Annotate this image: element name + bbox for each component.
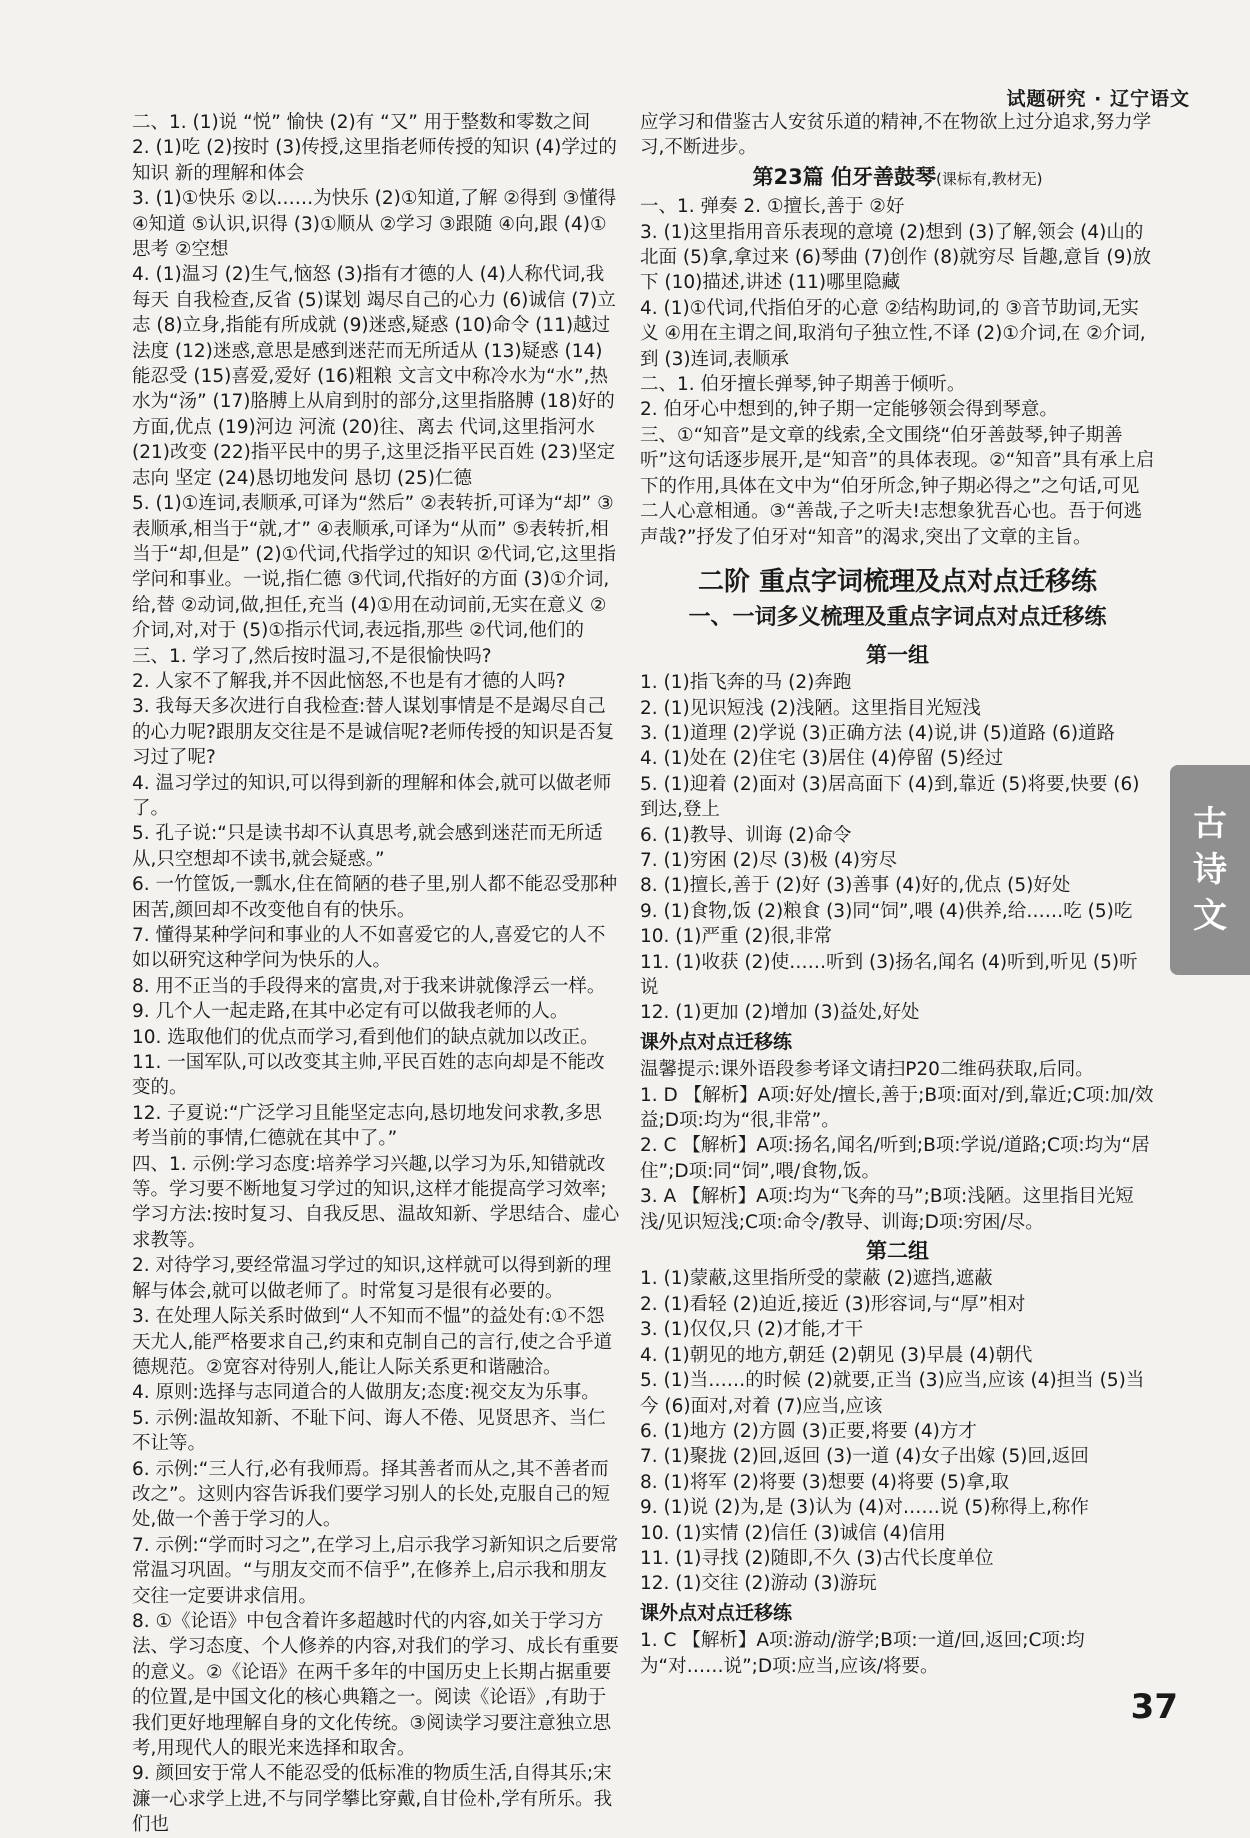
answer-item: 11. (1)收获 (2)使……听到 (3)扬名,闻名 (4)听到,听见 (5)听说 xyxy=(640,951,1138,998)
answer-item: 二、1. 伯牙擅长弹琴,钟子期善于倾听。 xyxy=(640,374,966,396)
answer-item: 8. (1)擅长,善于 (2)好 (3)善事 (4)好的,优点 (5)好处 xyxy=(640,875,1071,897)
answer-item: 应学习和借鉴古人安贫乐道的精神,不在物欲上过分追求,努力学习,不断进步。 xyxy=(640,112,1152,159)
answer-item: 3. (1)仅仅,只 (2)才能,才干 xyxy=(640,1319,864,1341)
answer-item: 8. 用不正当的手段得来的富贵,对于我来讲就像浮云一样。 xyxy=(132,975,606,997)
answer-item: 3. (1)这里指用音乐表现的意境 (2)想到 (3)了解,领会 (4)山的北面 (5)拿,拿过来 (6)琴曲 (7)创作 (8)就穷尽 旨趣,意旨 (9)放下 (10)描述,讲述 (11)哪里隐藏 xyxy=(640,221,1152,294)
answer-item: 7. (1)穷困 (2)尽 (3)极 (4)穷尽 xyxy=(640,849,897,871)
chapter-title: 二阶 重点字词梳理及点对点迁移练 xyxy=(697,566,1098,597)
answer-item: 4. (1)处在 (2)住宅 (3)居住 (4)停留 (5)经过 xyxy=(640,748,1004,770)
answer-item: 6. (1)教导、训诲 (2)命令 xyxy=(640,824,852,846)
section-tab-char: 古 xyxy=(1193,804,1227,844)
answer-item: 9. 几个人一起走路,在其中必定有可以做我老师的人。 xyxy=(132,1001,569,1023)
answer-item: 2. 人家不了解我,并不因此恼怒,不也是有才德的人吗? xyxy=(132,670,566,692)
subsection-title: 课外点对点迁移练 xyxy=(640,1601,793,1624)
answer-item: 12. (1)交往 (2)游动 (3)游玩 xyxy=(640,1573,877,1595)
answer-item: 5. (1)迎着 (2)面对 (3)居高面下 (4)到,靠近 (5)将要,快要 (6)到达,登上 xyxy=(640,773,1140,821)
answer-item: 6. 示例:“三人行,必有我师焉。择其善者而从之,其不善者而改之”。这则内容告诉我们要学习别人的长处,克服自己的短处,做一个善于学习的人。 xyxy=(132,1458,610,1531)
answer-item: 3. 在处理人际关系时做到“人不知而不愠”的益处有:①不怨天尤人,能严格要求自己,约束和克制自己的言行,使之合乎道德规范。②宽容对待别人,能让人际关系更和谐融洽。 xyxy=(132,1306,613,1378)
answer-item: 四、1. 示例:学习态度:培养学习兴趣,以学习为乐,知错就改等。学习要不断地复习学过的知识,这样才能提高学习效率;学习方法:按时复习、自我反思、温故知新、学思结合、虚心求教等。 xyxy=(132,1153,620,1251)
answer-item: 3. (1)①快乐 ②以……为快乐 (2)①知道,了解 ②得到 ③懂得 ④知道 ⑤认识,识得 (3)①顺从 ②学习 ③跟随 ④向,跟 (4)①思考 ②空想 xyxy=(132,188,617,261)
answer-item: 10. (1)严重 (2)很,非常 xyxy=(640,926,832,948)
answer-item: 2. 伯牙心中想到的,钟子期一定能够领会得到琴意。 xyxy=(640,399,1058,421)
answer-item: 9. (1)说 (2)为,是 (3)认为 (4)对……说 (5)称得上,称作 xyxy=(640,1497,1089,1519)
section-tab-char: 文 xyxy=(1193,896,1227,936)
answer-item: 1. C 【解析】A项:游动/游学;B项:一道/回,返回;C项:均为“对……说”;D项:应当,应该/将要。 xyxy=(640,1630,1085,1677)
section-title xyxy=(640,643,1155,668)
answer-item: 3. 我每天多次进行自我检查:替人谋划事情是不是竭尽自己的心力呢?跟朋友交往是不是诚信呢?老师传授的知识是否复习过了呢? xyxy=(132,696,615,769)
answer-item: 12. (1)更加 (2)增加 (3)益处,好处 xyxy=(640,1002,920,1024)
answer-item: 4. 原则:选择与志同道合的人做朋友;态度:视交友为乐事。 xyxy=(132,1382,600,1404)
answer-item: 5. (1)①连词,表顺承,可译为“然后” ②表转折,可译为“却” ③表顺承,相当于“就,才” ④表顺承,可译为“从而” ⑤表转折,相当于“却,但是” (2)①代词,代指学过的知识 ②代词,它,这里指学问和事业。一说,指仁德 ③代词,代指好的方面 (3)①介词,给,替 ②动词,做,担任,充当 (4)①用在动词前,无实在意义 ②介词,对,对于 (5)①指示代词,表远指,那些 ②代词,他们的 xyxy=(132,493,616,642)
answer-item: 10. 选取他们的优点而学习,看到他们的缺点就加以改正。 xyxy=(132,1026,599,1048)
answer-item: 6. 一竹筐饭,一瓢水,住在简陋的巷子里,别人都不能忍受那种困苦,颜回却不改变他自有的快乐。 xyxy=(132,874,618,921)
answer-item: 4. (1)朝见的地方,朝廷 (2)朝见 (3)早晨 (4)朝代 xyxy=(640,1344,1033,1366)
answer-item: 9. 颜回安于常人不能忍受的低标准的物质生活,自得其乐;宋濂一心求学上进,不与同学攀比穿戴,自甘俭朴,学有所乐。我们也 xyxy=(132,1763,613,1836)
answer-item: 8. ①《论语》中包含着许多超越时代的内容,如关于学习方法、学习态度、个人修养的内容,对我们的学习、成长有重要的意义。②《论语》在两千多年的中国历史上长期占据重要的位置,是中国文化的核心典籍之一。阅读《论语》,有助于我们更好地理解自身的文化传统。③阅读学习要注意独立思考,用现代人的眼光来选择和取舍。 xyxy=(132,1610,619,1759)
answer-item: 三、①“知音”是文章的线索,全文围绕“伯牙善鼓琴,钟子期善听”这句话逐步展开,是“知音”的具体表现。②“知音”具有承上启下的作用,具体在文中为“伯牙所念,钟子期必得之”之句话,可见二人心意相通。③“善哉,子之听夫!志想象犹吾心也。吾于何逃声哉?”抒发了伯牙对“知音”的渴求,突出了文章的主旨。 xyxy=(640,424,1155,548)
answer-item: 8. (1)将军 (2)将要 (3)想要 (4)将要 (5)拿,取 xyxy=(640,1471,1009,1493)
answer-item: 2. 对待学习,要经常温习学过的知识,这样就可以得到新的理解与体会,就可以做老师了。时常复习是很有必要的。 xyxy=(132,1255,612,1302)
answer-item: 4. 温习学过的知识,可以得到新的理解和体会,就可以做老师了。 xyxy=(132,772,612,819)
section-tab-char: 诗 xyxy=(1193,850,1227,890)
subsection-title: 课外点对点迁移练 xyxy=(640,1030,793,1053)
answer-item: 2. (1)看轻 (2)迫近,接近 (3)形容词,与“厚”相对 xyxy=(640,1293,1026,1315)
answer-item: 7. (1)聚拢 (2)回,返回 (3)一道 (4)女子出嫁 (5)回,返回 xyxy=(640,1446,1089,1468)
answer-item: 4. (1)①代词,代指伯牙的心意 ②结构助词,的 ③音节助词,无实义 ④用在主谓之间,取消句子独立性,不译 (2)①介词,在 ②介词,到 (3)连词,表顺承 xyxy=(640,297,1146,370)
answer-item: 2. (1)吃 (2)按时 (3)传授,这里指老师传授的知识 (4)学过的知识 新的理解和体会 xyxy=(132,137,617,184)
section-title-text: 第一组 xyxy=(866,642,929,667)
answer-item: 5. 示例:温故知新、不耻下问、诲人不倦、见贤思齐、当仁不让等。 xyxy=(132,1407,606,1455)
answer-item: 二、1. (1)说 “悦” 愉快 (2)有 “又” 用于整数和零数之间 xyxy=(132,112,591,133)
answer-item: 7. 懂得某种学问和事业的人不如喜爱它的人,喜爱它的人不如以研究这种学问为快乐的人。 xyxy=(132,925,606,972)
answer-item: 三、1. 学习了,然后按时温习,不是很愉快吗? xyxy=(132,645,492,667)
answer-item: 11. 一国军队,可以改变其主帅,平民百姓的志向却是不能改变的。 xyxy=(132,1052,605,1099)
answer-item: 9. (1)食物,饭 (2)粮食 (3)同“饲”,喂 (4)供养,给……吃 (5)吃 xyxy=(640,900,1133,922)
answer-item: 5. (1)当……的时候 (2)就要,正当 (3)应当,应该 (4)担当 (5)当今 (6)面对,对着 (7)应当,应该 xyxy=(640,1370,1145,1417)
answer-item: 一、1. 弹奏 2. ①擅长,善于 ②好 xyxy=(640,196,905,218)
section-title-note: (课标有,教材无) xyxy=(936,169,1043,188)
section-title xyxy=(640,1239,1155,1264)
answer-item: 4. (1)温习 (2)生气,恼怒 (3)指有才德的人 (4)人称代词,我 每天 自我检查,反省 (5)谋划 竭尽自己的心力 (6)诚信 (7)立志 (8)立身,指能有所成就 (9)迷惑,疑惑 (10)命令 (11)越过 法度 (12)迷惑,意思是感到迷茫而无所适从 (13)疑惑 (14)能忍受 (15)喜爱,爱好 (16)粗粮 文言文中称冷水为“水”,热水为“汤” (17)胳膊上从肩到肘的部分,这里指胳膊 (18)好的方面,优点 (19)河边 河流 (20)往、离去 代词,这里指河水 (21)改变 (22)指平民中的男子,这里泛指平民百姓 (23)坚定志向 坚定 (24)恳切地发问 恳切 (25)仁德 xyxy=(132,264,616,489)
answer-item: 6. (1)地方 (2)方圆 (3)正要,将要 (4)方才 xyxy=(640,1420,977,1442)
page-number: 37 xyxy=(1130,1687,1178,1727)
left-column xyxy=(132,110,620,1838)
answer-item: 12. 子夏说:“广泛学习且能坚定志向,恳切地发问求教,多思考当前的事情,仁德就在其中了。” xyxy=(132,1102,602,1150)
right-column xyxy=(640,110,1155,1679)
answer-item: 5. 孔子说:“只是读书却不认真思考,就会感到迷茫而无所适从,只空想却不读书,就会疑惑。” xyxy=(132,823,603,870)
answer-item: 3. (1)道理 (2)学说 (3)正确方法 (4)说,讲 (5)道路 (6)道路 xyxy=(640,722,1116,744)
answer-item: 2. (1)见识短浅 (2)浅陋。这里指目光短浅 xyxy=(640,697,981,719)
answer-item: 3. A 【解析】A项:均为“飞奔的马”;B项:浅陋。这里指目光短浅/见识短浅;C项:命令/教导、训诲;D项:穷困/尽。 xyxy=(640,1186,1134,1233)
answer-item: 2. C 【解析】A项:扬名,闻名/听到;B项:学说/道路;C项:均为“居住”;D项:同“饲”,喂/食物,饭。 xyxy=(640,1135,1150,1182)
answer-item: 10. (1)实情 (2)信任 (3)诚信 (4)信用 xyxy=(640,1522,946,1544)
answer-item: 11. (1)寻找 (2)随即,不久 (3)古代长度单位 xyxy=(640,1547,994,1569)
answer-item: 1. D 【解析】A项:好处/擅长,善于;B项:面对/到,靠近;C项:加/效益;D项:均为“很,非常”。 xyxy=(640,1084,1154,1132)
answer-item: 温馨提示:课外语段参考译文请扫P20二维码获取,后同。 xyxy=(640,1059,1094,1081)
answer-item: 1. (1)指飞奔的马 (2)奔跑 xyxy=(640,672,852,694)
part-title: 一、一词多义梳理及重点字词点对点迁移练 xyxy=(688,605,1107,631)
answer-item: 1. (1)蒙蔽,这里指所受的蒙蔽 (2)遮挡,遮蔽 xyxy=(640,1268,993,1290)
page-header: 试题研究 · 辽宁语文 xyxy=(1006,88,1190,110)
section-title-text: 第二组 xyxy=(866,1239,929,1264)
section-tab xyxy=(1170,765,1250,975)
section-title-text: 第23篇 伯牙善鼓琴 xyxy=(752,164,937,189)
section-title xyxy=(640,165,1155,192)
answer-item: 7. 示例:“学而时习之”,在学习上,启示我学习新知识之后要常常温习巩固。“与朋友交而不信乎”,在修养上,启示我和朋友交往一定要讲求信用。 xyxy=(132,1534,619,1607)
